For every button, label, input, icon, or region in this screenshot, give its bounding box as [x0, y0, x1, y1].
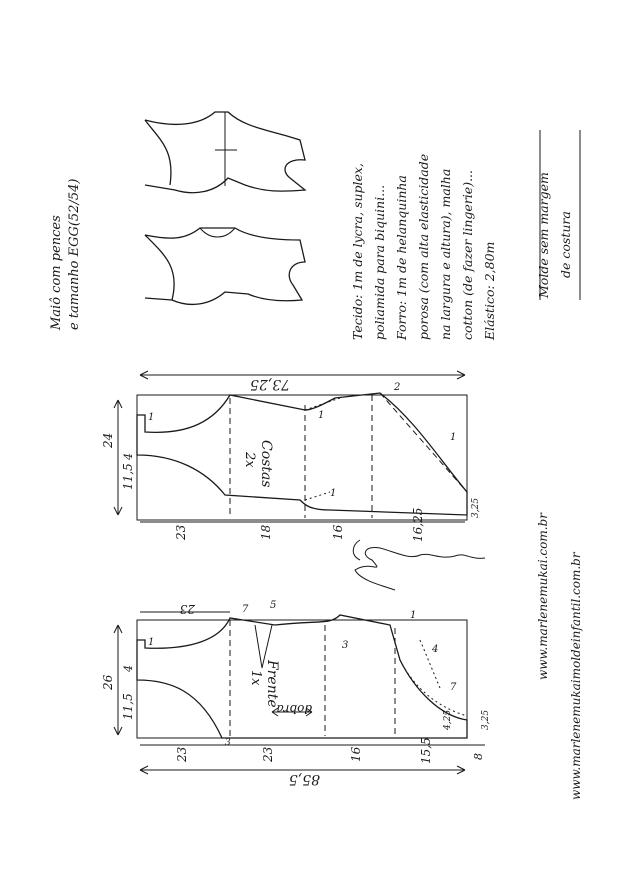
note-line-5: na largura e altura), malha — [438, 168, 453, 340]
back-neck-drop: 4 — [122, 453, 135, 460]
fabric-notes — [350, 154, 497, 341]
back-height-top: 24 — [101, 432, 115, 448]
front-seg-a: 23 — [175, 746, 189, 762]
front-pattern-piece — [101, 600, 491, 787]
back-mark-1b: 1 — [318, 410, 325, 421]
front-top-left: 23 — [179, 602, 195, 616]
front-mark-3: 3 — [225, 738, 231, 748]
footer-site-1: www.marlenemukai.com.br — [536, 513, 550, 680]
front-count: 1x — [248, 670, 263, 686]
footer-urls — [536, 512, 550, 680]
front-seg-d: 15,5 — [419, 737, 433, 764]
margin-note-line-1: Molde sem margem — [536, 172, 551, 298]
front-crotch: 3,25 — [481, 709, 491, 730]
front-total-length: 85,5 — [288, 771, 320, 787]
front-height-top: 26 — [101, 674, 115, 690]
footer-site-2: www.marlenemukaimoldeinfantil.com.br — [569, 552, 583, 800]
swimsuit-sketch-back — [145, 112, 305, 193]
front-outline — [137, 615, 467, 738]
note-line-6: cotton (de fazer lingerie)... — [460, 170, 475, 340]
back-mark-2: 2 — [394, 382, 401, 393]
back-side-height: 11,5 — [121, 463, 135, 490]
note-line-1: Tecido: 1m de lycra, suplex, — [350, 163, 365, 340]
back-seg-b: 18 — [259, 524, 273, 540]
front-seg-c: 16 — [349, 746, 363, 762]
note-line-4: porosa (com alta elasticidade — [416, 153, 431, 340]
title-line-1: Maiô com pences — [49, 215, 64, 330]
back-seg-d: 16,25 — [411, 507, 425, 542]
front-mark-7: 7 — [242, 604, 249, 615]
back-mark-1d: 1 — [450, 432, 457, 443]
front-mark-5: 5 — [270, 600, 277, 611]
back-label: Costas — [258, 440, 274, 488]
front-neck-drop: 4 — [122, 665, 135, 672]
front-seg-b: 23 — [261, 746, 275, 762]
note-line-3: Forro: 1m de helanquinha — [394, 175, 409, 340]
front-label: Frente — [264, 660, 280, 708]
front-mark-1: 1 — [148, 637, 155, 648]
back-mark-1a: 1 — [148, 412, 155, 423]
back-seg-c: 16 — [331, 524, 345, 540]
back-count: 2x — [242, 452, 257, 468]
note-line-2: poliamida para biquini... — [372, 184, 387, 340]
front-mark-7b: 7 — [450, 682, 457, 693]
front-leg: 4,25 — [443, 709, 453, 730]
back-total-length: 73,25 — [249, 376, 290, 392]
back-seg-a: 23 — [174, 524, 188, 540]
title-line-2: e tamanho EGG(52/54) — [67, 178, 82, 330]
front-side-height: 11,5 — [121, 693, 135, 720]
back-crotch: 3,25 — [471, 497, 481, 518]
front-mark-4: 4 — [432, 644, 439, 655]
front-mark-1b: 1 — [410, 610, 417, 621]
margin-note-line-2: de costura — [558, 211, 573, 278]
front-fold: dobra — [276, 702, 312, 716]
back-mark-1c: 1 — [330, 488, 337, 499]
signature — [353, 540, 485, 590]
front-seg-e: 8 — [472, 753, 485, 760]
margin-note — [536, 172, 573, 299]
back-outline — [137, 393, 467, 515]
note-line-7: Elástico: 2,80m — [482, 241, 497, 340]
title-block — [49, 179, 82, 331]
swimsuit-sketch-front — [145, 228, 305, 304]
front-frame — [137, 620, 467, 738]
back-pattern-piece — [101, 371, 481, 542]
front-mark-3b: 3 — [342, 640, 349, 651]
